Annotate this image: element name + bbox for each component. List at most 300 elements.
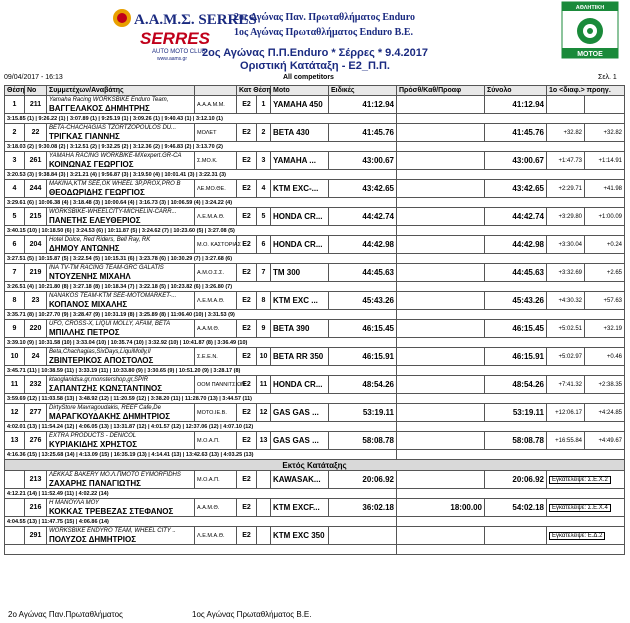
- rider-name: ΒΑΓΓΕΛΑΚΟΣ ΔΗΜΗΤΡΗΣ: [49, 103, 150, 113]
- cpos-cell: [257, 471, 271, 489]
- moto-cell: KAWASAK...: [271, 471, 329, 489]
- cat-cell: E2: [237, 376, 257, 394]
- club-cell: Α.Α.Α.Μ.Μ.: [195, 96, 237, 114]
- table-row: [5, 96, 625, 114]
- total-cell: 20:06.92: [485, 471, 547, 489]
- club-cell: ΟΟΜ ΠΑΝΝΙΤΣΙΩΝ: [195, 376, 237, 394]
- gap1-cell: +12:06.17: [547, 404, 585, 422]
- cat-cell: E2: [237, 348, 257, 366]
- total-cell: 44:42.98: [485, 236, 547, 254]
- pen-cell: [397, 376, 485, 394]
- club-cell: Λ.Ε.Μ.Α.Θ.: [195, 527, 237, 545]
- club-cell: Μ.Ο.Α.Π.: [195, 471, 237, 489]
- status-cell: [547, 471, 625, 489]
- no-cell: 24: [25, 348, 47, 366]
- splits-cell: 3:40.15 (10) | 10:18.50 (6) | 3:24.53 (6) | 10:11.87 (5) | 3:24.62 (7) | 10:23.60 (5) | 3:27.08 (5): [5, 226, 397, 236]
- team-name: DirtyStore Mavragoudakis, REEF Cafe,De: [49, 404, 161, 411]
- pos-cell: 13: [5, 432, 25, 450]
- splits-empty: [397, 394, 625, 404]
- gap1-cell: +4:30.32: [547, 292, 585, 310]
- moto-cell: BETA 430: [271, 124, 329, 142]
- club-cell: Α.Α.Μ.Θ.: [195, 320, 237, 338]
- right-logo-bottom: ΜΟΤΟΕ: [577, 51, 603, 58]
- rider-name: ΚΟΙΝΩΝΑΣ ΓΕΩΡΓΙΟΣ: [49, 159, 134, 169]
- right-logo-top: ΑΘΛΗΤΙΚΗ: [575, 5, 605, 11]
- gapp-cell: +57.63: [585, 292, 625, 310]
- team-name: NANAKOS TEAM-KTM SEE-MOTOMARKET-...: [49, 292, 177, 299]
- cpos-cell: 9: [257, 320, 271, 338]
- splits-cell: 3:18.03 (2) | 9:30.08 (2) | 3:12.51 (2) | 9:32.25 (2) | 3:12.36 (2) | 9:46.83 (2) | 3:13.70 (2): [5, 142, 397, 152]
- no-cell: 232: [25, 376, 47, 394]
- pen-cell: [397, 527, 485, 545]
- splits-cell: 3:20.53 (3) | 9:38.84 (3) | 3:21.21 (4) | 9:56.87 (3) | 3:19.50 (4) | 10:01.41 (3) | 3:22.31 (3): [5, 170, 397, 180]
- gapp-cell: [585, 96, 625, 114]
- splits-cell: [5, 545, 397, 555]
- gap1-cell: +3:30.04: [547, 236, 585, 254]
- splits-row: [5, 489, 625, 499]
- splits-empty: [397, 517, 625, 527]
- pos-cell: 10: [5, 348, 25, 366]
- spec-cell: 36:02.18: [329, 499, 397, 517]
- total-cell: 45:43.26: [485, 292, 547, 310]
- competitor-group: All competitors: [283, 74, 334, 81]
- gapp-cell: +41.98: [585, 180, 625, 198]
- no-cell: 277: [25, 404, 47, 422]
- classification-title: Οριστική Κατάταξη - Ε2_Π.Π.: [240, 60, 390, 72]
- cat-cell: E2: [237, 180, 257, 198]
- splits-empty: [397, 170, 625, 180]
- table-row: [5, 376, 625, 394]
- total-cell: 46:15.91: [485, 348, 547, 366]
- cat-cell: E2: [237, 96, 257, 114]
- splits-empty: [397, 545, 625, 555]
- team-name: UFO, CROSS-X, LIQUI MOLLY, AFAM, BETA: [49, 320, 171, 327]
- club-cell: Α.Μ.Ο.Σ.Σ.: [195, 264, 237, 282]
- splits-row: [5, 366, 625, 376]
- total-cell: 58:08.78: [485, 432, 547, 450]
- total-cell: [485, 527, 547, 545]
- club-cell: ΜΟΤΟ.ΙΕ.Β.: [195, 404, 237, 422]
- pos-cell: [5, 471, 25, 489]
- cpos-cell: 13: [257, 432, 271, 450]
- rider-cell: [47, 124, 195, 142]
- cat-cell: E2: [237, 208, 257, 226]
- moto-cell: KTM EXC-...: [271, 180, 329, 198]
- pos-cell: 9: [5, 320, 25, 338]
- cpos-cell: 2: [257, 124, 271, 142]
- team-name: Yamaha Racing WORKSBIKE Enduro Team,: [49, 96, 169, 103]
- event-title: 2ος Αγώνας Π.Π.Enduro * Σέρρες * 9.4.2017: [201, 47, 429, 59]
- pos-cell: 2: [5, 124, 25, 142]
- table-row: [5, 236, 625, 254]
- spec-cell: 45:43.26: [329, 292, 397, 310]
- moto-cell: YAMAHA 450: [271, 96, 329, 114]
- cpos-cell: 1: [257, 96, 271, 114]
- moto-cell: KTM EXC 350: [271, 527, 329, 545]
- logo-sub: AUTO MOTO CLUB: [152, 49, 206, 55]
- moto-cell: GAS GAS ...: [271, 432, 329, 450]
- gap1-cell: +32.82: [547, 124, 585, 142]
- spec-cell: 53:19.11: [329, 404, 397, 422]
- rider-name: ΚΟΚΚΑΣ ΤΡΕΒΕΖΑΣ ΣΤΕΦΑΝΟΣ: [49, 506, 174, 516]
- splits-row: [5, 338, 625, 348]
- no-cell: 22: [25, 124, 47, 142]
- rider-cell: [47, 236, 195, 254]
- splits-row: [5, 545, 625, 555]
- cpos-cell: [257, 527, 271, 545]
- pos-cell: 5: [5, 208, 25, 226]
- table-row: [5, 152, 625, 170]
- table-row: [5, 499, 625, 517]
- rider-name: ΠΑΝΕΤΗΣ ΕΛΕΥΘΕΡΙΟΣ: [49, 215, 141, 225]
- spec-cell: 58:08.78: [329, 432, 397, 450]
- splits-empty: [397, 489, 625, 499]
- cpos-cell: 10: [257, 348, 271, 366]
- moto-cell: BETA RR 350: [271, 348, 329, 366]
- team-name: BETA-CHACHAGIAS TZORTZOPOULOS DU...: [49, 124, 177, 131]
- rider-name: ΘΕΟΔΩΡΙΔΗΣ ΓΕΩΡΓΙΟΣ: [49, 187, 145, 197]
- rider-cell: [47, 527, 195, 545]
- section-out-title: Εκτός Κατάταξης: [5, 460, 625, 471]
- gapp-cell: +0.24: [585, 236, 625, 254]
- rider-cell: [47, 432, 195, 450]
- rider-name: ΤΡΙΓΚΑΣ ΓΙΑΝΝΗΣ: [49, 131, 120, 141]
- no-cell: 291: [25, 527, 47, 545]
- spec-cell: 46:15.45: [329, 320, 397, 338]
- cpos-cell: 12: [257, 404, 271, 422]
- footer-left: 2ο Αγώνας Παν.Πρωταθλήματος: [8, 610, 123, 619]
- gap1-cell: +5:02.51: [547, 320, 585, 338]
- pos-cell: 7: [5, 264, 25, 282]
- pos-cell: 8: [5, 292, 25, 310]
- col-gap: 1ο <διαφ.> προηγ.: [547, 86, 625, 96]
- table-header: [5, 86, 625, 96]
- rider-cell: [47, 404, 195, 422]
- splits-empty: [397, 310, 625, 320]
- moto-cell: KTM EXC ...: [271, 292, 329, 310]
- club-cell: Μ.Ο. ΚΑΣΤΟΡΙΑΣ: [195, 236, 237, 254]
- spec-cell: 41:12.94: [329, 96, 397, 114]
- table-row: [5, 404, 625, 422]
- cat-cell: E2: [237, 527, 257, 545]
- total-cell: 44:42.74: [485, 208, 547, 226]
- club-cell: Μ.Ο.Α.Π.: [195, 432, 237, 450]
- gapp-cell: +32.82: [585, 124, 625, 142]
- team-name: MAKINA,KTM SEE,OK WHEEL 3P,PROX,PRO B: [49, 180, 181, 187]
- rider-name: ΠΟΛΥΖΟΣ ΔΗΜΗΤΡΙΟΣ: [49, 534, 137, 544]
- pen-cell: 18:00.00: [397, 499, 485, 517]
- cat-cell: E2: [237, 499, 257, 517]
- no-cell: 215: [25, 208, 47, 226]
- splits-row: [5, 282, 625, 292]
- splits-cell: 3:45.71 (11) | 10:38.59 (11) | 3:33.19 (11) | 10:33.80 (9) | 3:30.65 (9) | 10:51.20 (9) | 3:28.17 (8): [5, 366, 397, 376]
- rider-name: ΚΟΠΑΝΟΣ ΜΙΧΑΛΗΣ: [49, 299, 128, 309]
- rider-cell: [47, 152, 195, 170]
- team-name: INA TV-TM RACING TEAM-GRC GALATIS: [49, 264, 164, 271]
- splits-cell: 4:16.36 (15) | 13:25.68 (14) | 4:13.09 (15) | 16:35.19 (13) | 4:14.41 (13) | 13:42.63 (13) | 4:03.25 (13): [5, 450, 397, 460]
- no-cell: 220: [25, 320, 47, 338]
- splits-empty: [397, 198, 625, 208]
- cpos-cell: 5: [257, 208, 271, 226]
- splits-row: [5, 422, 625, 432]
- status-badge: Εγκατέλειψε: Ε.Δ.2: [549, 532, 605, 540]
- pen-cell: [397, 348, 485, 366]
- gapp-cell: +32.19: [585, 320, 625, 338]
- club-cell: Σ.Ε.Ε.Ν.: [195, 348, 237, 366]
- splits-cell: 4:02.01 (13) | 11:54.24 (12) | 4:06.05 (13) | 13:31.87 (12) | 4:01.57 (12) | 12:37.06 (12) | 4:07.10 (12): [5, 422, 397, 432]
- table-row: [5, 527, 625, 545]
- rider-cell: [47, 376, 195, 394]
- no-cell: 244: [25, 180, 47, 198]
- gapp-cell: +0.46: [585, 348, 625, 366]
- splits-cell: 4:04.55 (13) | 11:47.75 (15) | 4:06.86 (14): [5, 517, 397, 527]
- club-cell: ΜΟΛΕΤ: [195, 124, 237, 142]
- rider-cell: [47, 96, 195, 114]
- results-table: [4, 85, 625, 555]
- cat-cell: E2: [237, 432, 257, 450]
- rider-name: ΜΑΡΑΓΚΟΥΔΑΚΗΣ ΔΗΜΗΤΡΙΟΣ: [49, 411, 171, 421]
- pen-cell: [397, 236, 485, 254]
- team-name: WORKSBIKE ENDYRO TEAM, WHEEL CITY ..: [49, 527, 176, 534]
- logo-text-top: Α.Α.Μ.Σ. SERRES: [134, 12, 257, 28]
- no-cell: 276: [25, 432, 47, 450]
- splits-empty: [397, 422, 625, 432]
- no-cell: 204: [25, 236, 47, 254]
- table-row: [5, 471, 625, 489]
- rider-cell: [47, 180, 195, 198]
- pen-cell: [397, 152, 485, 170]
- spec-cell: 43:42.65: [329, 180, 397, 198]
- splits-row: [5, 170, 625, 180]
- cpos-cell: 7: [257, 264, 271, 282]
- page-number: Σελ. 1: [598, 74, 617, 81]
- cpos-cell: 6: [257, 236, 271, 254]
- pen-cell: [397, 180, 485, 198]
- moto-cell: HONDA CR...: [271, 376, 329, 394]
- spec-cell: 44:42.98: [329, 236, 397, 254]
- no-cell: 219: [25, 264, 47, 282]
- team-name: WORKSBIKE-WHEELCITY-MICHELIN-CARR...: [49, 208, 177, 215]
- splits-row: [5, 198, 625, 208]
- splits-cell: 3:39.10 (9) | 10:31.58 (10) | 3:33.04 (10) | 10:35.74 (10) | 3:32.92 (10) | 10:41.87 (8) | 3:36.49 (10): [5, 338, 397, 348]
- no-cell: 23: [25, 292, 47, 310]
- cpos-cell: 11: [257, 376, 271, 394]
- pos-cell: 4: [5, 180, 25, 198]
- pos-cell: 3: [5, 152, 25, 170]
- print-datetime: 09/04/2017 - 16:13: [4, 74, 63, 81]
- splits-cell: 3:27.51 (5) | 10:15.87 (5) | 3:22.54 (5) | 10:15.31 (6) | 3:23.78 (6) | 10:30.29 (7) | 3:27.68 (6): [5, 254, 397, 264]
- pos-cell: 6: [5, 236, 25, 254]
- splits-empty: [397, 226, 625, 236]
- table-row: [5, 124, 625, 142]
- splits-row: [5, 142, 625, 152]
- pos-cell: [5, 527, 25, 545]
- total-cell: 54:02.18: [485, 499, 547, 517]
- moto-cell: HONDA CR...: [271, 236, 329, 254]
- splits-row: [5, 394, 625, 404]
- pen-cell: [397, 471, 485, 489]
- gap1-cell: +1:47.73: [547, 152, 585, 170]
- gap1-cell: +3:32.69: [547, 264, 585, 282]
- status-badge: Εγκατέλειψε: Σ.Ε.Χ.2: [549, 476, 611, 484]
- gapp-cell: +1:00.09: [585, 208, 625, 226]
- total-cell: 44:45.63: [485, 264, 547, 282]
- cat-cell: E2: [237, 124, 257, 142]
- gap1-cell: +7:41.32: [547, 376, 585, 394]
- splits-cell: 3:59.69 (12) | 11:03.58 (13) | 3:48.92 (12) | 11:20.59 (12) | 3:38.20 (11) | 11:28.70 (13) | 3:44.57 (11): [5, 394, 397, 404]
- splits-empty: [397, 114, 625, 124]
- section-header: [5, 460, 625, 471]
- col-cat: Κατ Θέση: [237, 86, 271, 96]
- splits-empty: [397, 142, 625, 152]
- splits-row: [5, 450, 625, 460]
- pos-cell: 12: [5, 404, 25, 422]
- cat-cell: E2: [237, 264, 257, 282]
- table-row: [5, 432, 625, 450]
- spec-cell: 20:06.92: [329, 471, 397, 489]
- cat-cell: E2: [237, 292, 257, 310]
- col-club: [195, 86, 237, 96]
- status-cell: [547, 527, 625, 545]
- team-name: ktaoglanidsa.gr,monstershop,gr,SPIR: [49, 376, 149, 383]
- col-moto: Moto: [271, 86, 329, 96]
- splits-row: [5, 114, 625, 124]
- splits-row: [5, 517, 625, 527]
- spec-cell: 46:15.91: [329, 348, 397, 366]
- team-name: YAMAHA RACING WORKBIKE-MXexpert.GR-CA: [49, 152, 182, 159]
- pen-cell: [397, 320, 485, 338]
- col-spec: Ειδικές: [329, 86, 397, 96]
- gap1-cell: +16:55.84: [547, 432, 585, 450]
- rider-cell: [47, 471, 195, 489]
- pen-cell: [397, 124, 485, 142]
- team-name: EXTRA PRODUCTS - DENICOL: [49, 432, 137, 439]
- table-row: [5, 264, 625, 282]
- rider-name: ΖΒΙΝΤΕΡΙΚΟΣ ΑΠΟΣΤΟΛΟΣ: [49, 355, 154, 365]
- cat-cell: E2: [237, 404, 257, 422]
- rider-cell: [47, 208, 195, 226]
- splits-cell: 3:26.51 (4) | 10:21.80 (8) | 3:27.18 (8) | 10:18.34 (7) | 3:22.18 (5) | 10:23.82 (6) | 3:26.80 (7): [5, 282, 397, 292]
- cat-cell: E2: [237, 471, 257, 489]
- moto-cell: GAS GAS ...: [271, 404, 329, 422]
- spec-cell: 43:00.67: [329, 152, 397, 170]
- cat-cell: E2: [237, 320, 257, 338]
- svg-text:SERRES: SERRES: [140, 29, 210, 48]
- status-cell: [547, 499, 625, 517]
- pen-cell: [397, 432, 485, 450]
- table-row: [5, 180, 625, 198]
- table-row: [5, 208, 625, 226]
- no-cell: 213: [25, 471, 47, 489]
- gapp-cell: +4:49.67: [585, 432, 625, 450]
- pen-cell: [397, 208, 485, 226]
- splits-empty: [397, 282, 625, 292]
- rider-name: ΝΤΟΥΖΕΝΗΣ ΜΙΧΑΗΛ: [49, 271, 131, 281]
- rider-name: ΣΑΠΑΝΤΖΗΣ ΚΩΝΣΤΑΝΤΙΝΟΣ: [49, 383, 163, 393]
- moto-cell: KTM EXCF...: [271, 499, 329, 517]
- pen-cell: [397, 264, 485, 282]
- col-pos: Θέση: [5, 86, 25, 96]
- total-cell: 43:42.65: [485, 180, 547, 198]
- pen-cell: [397, 404, 485, 422]
- total-cell: 43:00.67: [485, 152, 547, 170]
- col-total: Σύνολο: [485, 86, 547, 96]
- cat-cell: E2: [237, 152, 257, 170]
- gapp-cell: +4:24.85: [585, 404, 625, 422]
- splits-row: [5, 226, 625, 236]
- rider-cell: [47, 264, 195, 282]
- col-pen: Πρόσθ/Καθ/Προαφ: [397, 86, 485, 96]
- rider-cell: [47, 348, 195, 366]
- moto-cell: TM 300: [271, 264, 329, 282]
- spec-cell: 48:54.26: [329, 376, 397, 394]
- cpos-cell: 4: [257, 180, 271, 198]
- spec-cell: 44:45.63: [329, 264, 397, 282]
- pen-cell: [397, 292, 485, 310]
- gapp-cell: +2.65: [585, 264, 625, 282]
- rider-cell: [47, 499, 195, 517]
- pos-cell: 11: [5, 376, 25, 394]
- club-cell: Λ.Ε.Μ.Α.Θ.: [195, 292, 237, 310]
- header-line-2: 1ος Αγώνας Πρωταθλήματος Enduro Β.Ε.: [234, 27, 413, 38]
- no-cell: 261: [25, 152, 47, 170]
- gapp-cell: +1:14.91: [585, 152, 625, 170]
- splits-cell: 4:12.21 (14) | 11:52.49 (11) | 4:02.22 (14): [5, 489, 397, 499]
- gap1-cell: +3:29.80: [547, 208, 585, 226]
- splits-empty: [397, 254, 625, 264]
- status-badge: Εγκατέλειψε: Σ.Ε.Χ.4: [549, 504, 611, 512]
- splits-empty: [397, 366, 625, 376]
- gapp-cell: +2:38.35: [585, 376, 625, 394]
- footer-right: 1ος Αγώνας Πρωταθλήματος Β.Ε.: [192, 610, 312, 619]
- spec-cell: [329, 527, 397, 545]
- pos-cell: 1: [5, 96, 25, 114]
- club-cell: ΛΕ.ΜΟ.ΘΕ.: [195, 180, 237, 198]
- rider-name: ΚΥΡΙΑΚΙΔΗΣ ΧΡΗΣΤΟΣ: [49, 439, 138, 449]
- rider-name: ΜΠΙΛΛΗΣ ΠΕΤΡΟΣ: [49, 327, 120, 337]
- club-cell: Λ.Ε.Μ.Α.Θ.: [195, 208, 237, 226]
- no-cell: 211: [25, 96, 47, 114]
- col-no: Νο: [25, 86, 47, 96]
- team-name: ΛΕΚΚΑΣ BAKERY ΜΟ.Λ.ΠΜΟΤΟ EYMORFIDHS: [49, 471, 181, 478]
- splits-cell: 3:35.71 (8) | 10:27.70 (9) | 3:28.47 (9) | 10:31.19 (8) | 3:25.89 (8) | 11:06.40 (10) | 3:31.53 (9): [5, 310, 397, 320]
- gap1-cell: +5:02.97: [547, 348, 585, 366]
- splits-row: [5, 310, 625, 320]
- cpos-cell: 8: [257, 292, 271, 310]
- pen-cell: [397, 96, 485, 114]
- rider-name: ΖΑΧΑΡΗΣ ΠΑΝΑΓΙΩΤΗΣ: [49, 478, 141, 488]
- moto-cell: BETA 390: [271, 320, 329, 338]
- logo-url: www.aams.gr: [157, 56, 188, 62]
- table-row: [5, 292, 625, 310]
- rider-name: ΔΗΜΟΥ ΑΝΤΩΝΗΣ: [49, 243, 120, 253]
- splits-cell: 3:29.61 (6) | 10:06.38 (4) | 3:18.48 (3) | 10:00.64 (4) | 3:16.73 (3) | 10:06.59 (4) | 3:24.22 (4): [5, 198, 397, 208]
- total-cell: 41:45.76: [485, 124, 547, 142]
- spec-cell: 44:42.74: [329, 208, 397, 226]
- no-cell: 216: [25, 499, 47, 517]
- splits-empty: [397, 450, 625, 460]
- moto-cell: HONDA CR...: [271, 208, 329, 226]
- cpos-cell: [257, 499, 271, 517]
- total-cell: 48:54.26: [485, 376, 547, 394]
- moto-cell: YAMAHA ...: [271, 152, 329, 170]
- rider-cell: [47, 292, 195, 310]
- pos-cell: [5, 499, 25, 517]
- splits-empty: [397, 338, 625, 348]
- col-rider: Συμμετέχων/Αναβάτης: [47, 86, 195, 96]
- total-cell: 41:12.94: [485, 96, 547, 114]
- table-row: [5, 348, 625, 366]
